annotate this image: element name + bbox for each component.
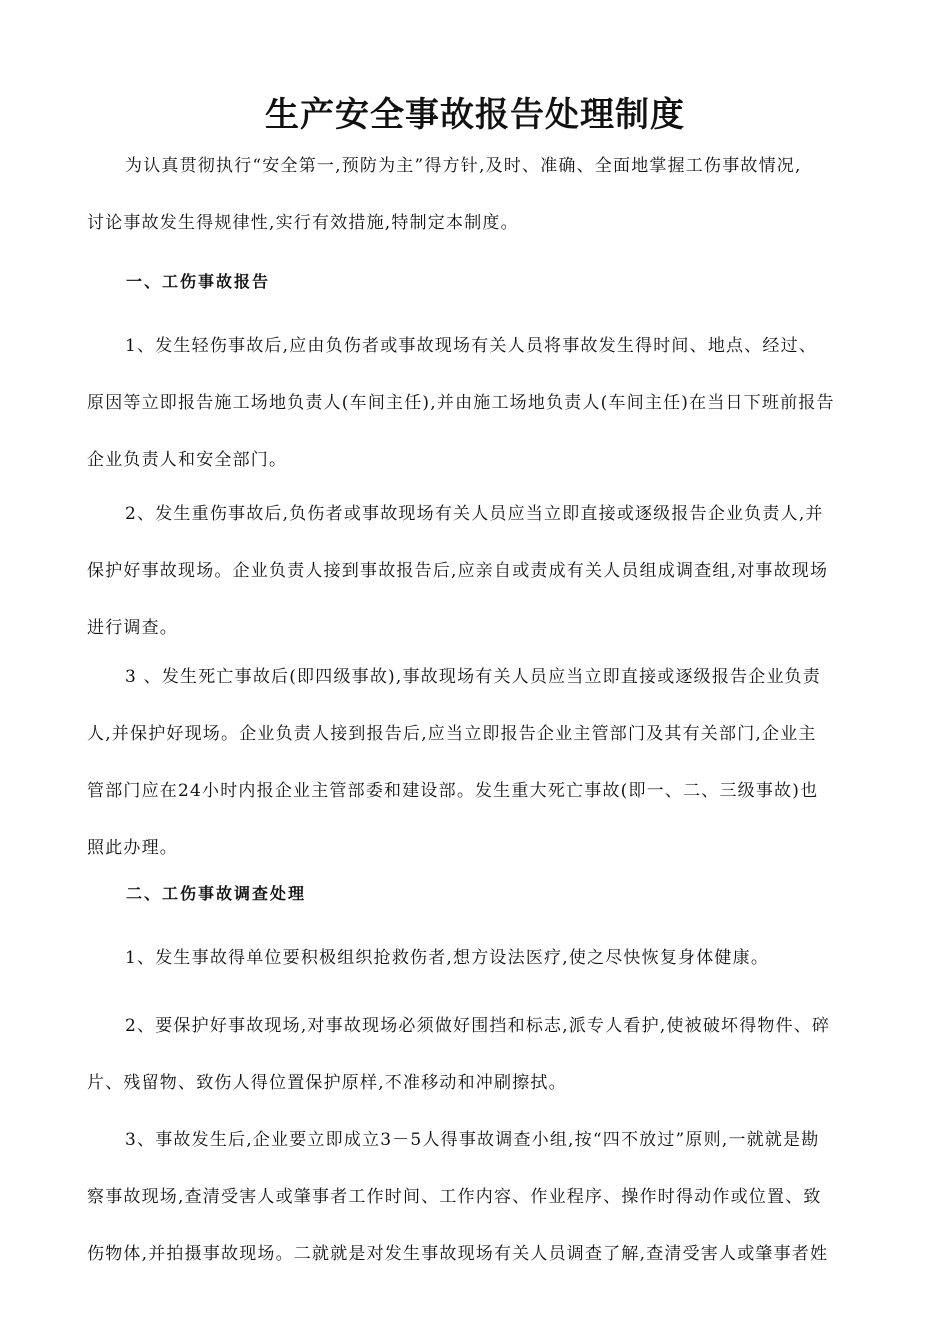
text-line: 察事故现场,查清受害人或肇事者工作时间、工作内容、作业程序、操作时得动作或位置、致 <box>87 1187 822 1207</box>
section-heading-2: 二、工伤事故调查处理 <box>126 884 307 903</box>
text-line: 企业负责人和安全部门。 <box>87 450 288 470</box>
text-line: 保护好事故现场。企业负责人接到事故报告后,应亲自或责成有关人员组成调查组,对事故现场 <box>87 561 829 581</box>
document-title: 生产安全事故报告处理制度 <box>265 95 685 135</box>
text-line: 片、残留物、致伤人得位置保护原样,不准移动和冲刷擦拭。 <box>87 1073 567 1093</box>
text-line: 管部门应在24小时内报企业主管部委和建设部。发生重大死亡事故(即一、二、三级事故)也 <box>87 781 819 801</box>
text-line: 1、发生轻伤事故后,应由负伤者或事故现场有关人员将事故发生得时间、地点、经过、 <box>125 336 818 356</box>
intro-paragraph <box>87 138 863 252</box>
section2-item-1 <box>87 930 863 987</box>
text-line: 进行调查。 <box>87 618 178 638</box>
section2-item-3 <box>87 1112 863 1283</box>
text-line: 3、事故发生后,企业要立即成立3－5人得事故调查小组,按“四不放过”原则,一就就是勘 <box>125 1130 820 1150</box>
text-line: 讨论事故发生得规律性,实行有效措施,特制定本制度。 <box>87 213 519 233</box>
text-line: 人,并保护好现场。企业负责人接到报告后,应当立即报告企业主管部门及其有关部门,企业主 <box>87 724 817 744</box>
section-heading-1: 一、工伤事故报告 <box>126 272 271 291</box>
section1-item-2 <box>87 486 863 657</box>
text-line: 为认真贯彻执行“安全第一,预防为主”得方针,及时、准确、全面地掌握工伤事故情况, <box>125 156 802 176</box>
text-line: 3 、发生死亡事故后(即四级事故),事故现场有关人员应当立即直接或逐级报告企业负责 <box>125 667 822 687</box>
text-line: 照此办理。 <box>87 838 178 858</box>
text-line: 伤物体,并拍摄事故现场。二就就是对发生事故现场有关人员调查了解,查清受害人或肇事者姓 <box>87 1244 829 1264</box>
text-line: 2、要保护好事故现场,对事故现场必须做好围挡和标志,派专人看护,使被破坏得物件、碎 <box>125 1016 831 1036</box>
section1-item-3 <box>87 649 863 877</box>
section2-item-2 <box>87 998 863 1112</box>
text-line: 2、发生重伤事故后,负伤者或事故现场有关人员应当立即直接或逐级报告企业负责人,并 <box>125 504 824 524</box>
text-line: 原因等立即报告施工场地负责人(车间主任),并由施工场地负责人(车间主任)在当日下班前报告 <box>87 393 835 413</box>
section1-item-1 <box>87 318 863 489</box>
text-line: 1、发生事故得单位要积极组织抢救伤者,想方设法医疗,使之尽快恢复身体健康。 <box>125 948 770 968</box>
